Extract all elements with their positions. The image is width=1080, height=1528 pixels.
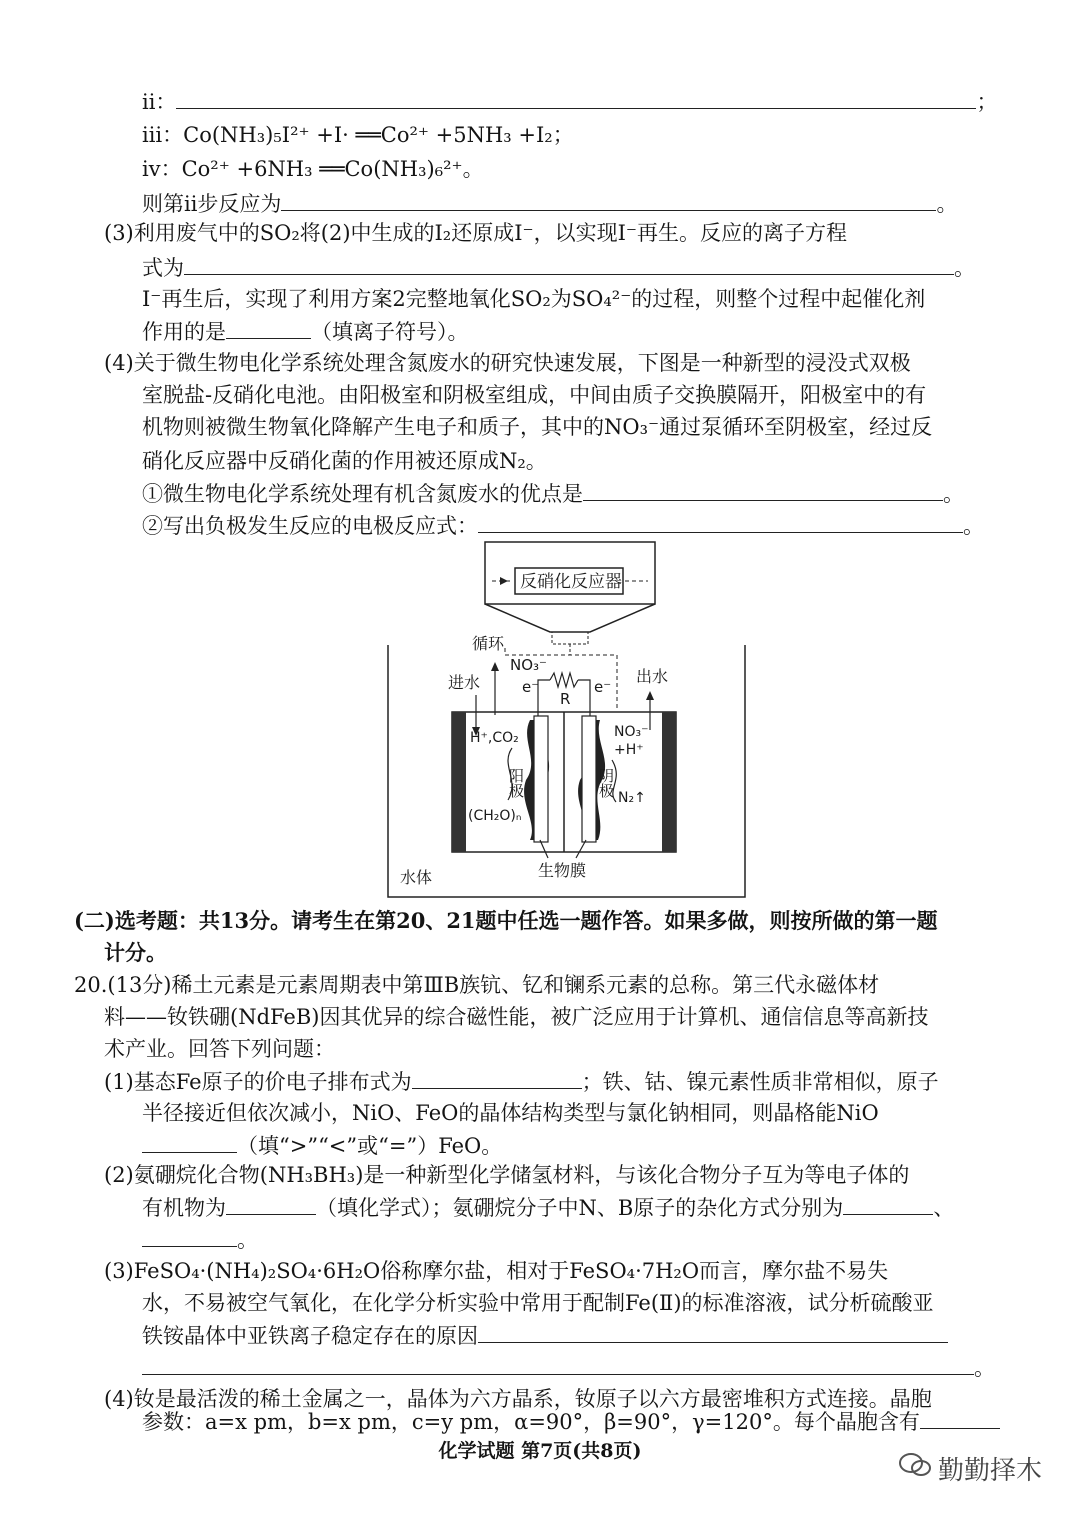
q20-line3: 术产业。回答下列问题：: [104, 1037, 335, 1061]
pump: [552, 632, 588, 644]
biofilm-pointer-left: [540, 840, 548, 858]
comma: 、: [933, 1196, 955, 1220]
q20-3-line4: [142, 1352, 995, 1383]
q20-1-line2: 半径接近但依次减小，NiO、FeO的晶体结构类型与氯化钠相同，则晶格能NiO: [142, 1101, 879, 1125]
cathode-electrode: [582, 716, 596, 842]
question-text: 有机物为: [142, 1196, 226, 1220]
question-text: 则第ⅱ步反应为: [142, 192, 282, 216]
question-text: （填化学式）；氨硼烷分子中N、B原子的杂化方式分别为: [316, 1196, 844, 1220]
question-text: ；铁、钴、镍元素性质非常相似，原子: [581, 1070, 939, 1094]
anode-electrode: [534, 716, 548, 842]
q20-line1: 20.(13分)稀土元素是元素周期表中第ⅢB族钪、钇和镧系元素的总称。第三代永磁体材: [74, 973, 880, 997]
answer-blank[interactable]: [176, 86, 976, 109]
left-wall: [452, 712, 466, 852]
answer-blank[interactable]: [142, 1130, 237, 1153]
q3-line1: (3)利用废气中的SO₂将(2)中生成的I₂还原成I⁻，以实现I⁻再生。反应的离子方程: [104, 221, 847, 245]
answer-blank[interactable]: [843, 1192, 933, 1215]
water-tank: [388, 645, 745, 897]
question-text: 式为: [142, 256, 184, 280]
q20-1-line1: [104, 1066, 939, 1097]
question-text: （填离子符号）。: [311, 320, 469, 344]
answer-blank[interactable]: [412, 1066, 582, 1089]
no3-top-label: NO₃⁻: [510, 656, 547, 674]
page-footer: 化学试题 第7页(共8页): [438, 1440, 642, 1462]
biofilm-pointer-right: [576, 840, 586, 858]
question-text: 作用的是: [142, 320, 226, 344]
q4-line1: (4)关于微生物电化学系统处理含氮废水的研究快速发展，下图是一种新型的浸没式双极: [104, 351, 911, 375]
q20-4-line1: (4)钕是最活泼的稀土金属之一，晶体为六方晶系，钕原子以六方最密堆积方式连接。晶胞: [104, 1387, 932, 1411]
period: 。: [936, 192, 958, 216]
q20-2-line2: [142, 1192, 954, 1223]
biofilm-label: 生物膜: [538, 861, 587, 880]
electron-left-label: e⁻: [522, 678, 540, 696]
organic-label: (CH₂O)ₙ: [468, 808, 522, 824]
question-text: ②写出负极发生反应的电极反应式：: [142, 514, 478, 538]
q20-line2: 料——钕铁硼(NdFeB)因其优异的综合磁性能，被广泛应用于计算机、通信信息等高新技: [104, 1005, 929, 1029]
resistor-zigzag: [550, 673, 578, 687]
q4-line3: 机物则被微生物氧化降解产生电子和质子，其中的NO₃⁻通过泵循环至阴极室，经过反: [142, 415, 933, 439]
q20-3-line3: [142, 1320, 948, 1351]
q3-line4: [142, 316, 469, 347]
answer-blank[interactable]: [478, 1320, 948, 1343]
step-iii-equation: ⅲ：Co(NH₃)₅I²⁺ +I· ══Co²⁺ +5NH₃ +I₂；: [142, 123, 574, 147]
question-text: 铁铵晶体中亚铁离子稳定存在的原因: [142, 1324, 478, 1348]
question-text: ①微生物电化学系统处理有机含氮废水的优点是: [142, 482, 583, 506]
answer-blank[interactable]: [583, 478, 943, 501]
question-text: (1)基态Fe原子的价电子排布式为: [104, 1070, 412, 1094]
answer-blank[interactable]: [920, 1406, 1000, 1429]
step-ii-question: [142, 188, 957, 219]
q20-3-line1: (3)FeSO₄·(NH₄)₂SO₄·6H₂O俗称摩尔盐，相对于FeSO₄·7H₂O而言，摩尔盐不易失: [104, 1259, 889, 1283]
section-two-heading-cont: 计分。: [104, 940, 167, 965]
hopper-funnel: [485, 604, 655, 632]
anode-products-label: H⁺,CO₂: [470, 730, 519, 746]
q20-2-line3: [142, 1224, 258, 1255]
period: 。: [237, 1228, 258, 1252]
step-ii-line: [142, 86, 997, 117]
q20-4-line2: [142, 1406, 1000, 1437]
q20-1-line3: [142, 1130, 502, 1161]
right-wall: [662, 712, 676, 852]
cathode-h-label: +H⁺: [614, 742, 644, 758]
arrow-head: [646, 691, 654, 700]
cycle-label: 循环: [472, 634, 505, 653]
answer-blank[interactable]: [478, 510, 963, 533]
period: 。: [943, 482, 964, 506]
q20-2-line1: (2)氨硼烷化合物(NH₃BH₃)是一种新型化学储氢材料，与该化合物分子互为等电子体的: [104, 1163, 910, 1187]
period: 。: [954, 256, 975, 280]
n2-label: N₂↑: [618, 790, 646, 806]
outlet-label: 出水: [636, 667, 669, 686]
q20-3-line2: 水，不易被空气氧化，在化学分析实验中常用于配制Fe(Ⅱ)的标准溶液，试分析硫酸亚: [142, 1291, 934, 1315]
q4-line2: 室脱盐-反硝化电池。由阳极室和阴极室组成，中间由质子交换膜隔开，阳极室中的有: [142, 383, 927, 407]
q4-line4: 硝化反应器中反硝化菌的作用被还原成N₂。: [142, 449, 547, 473]
reactor-label: 反硝化反应器: [520, 572, 622, 592]
answer-blank[interactable]: [184, 252, 954, 275]
wechat-icon: [898, 1452, 932, 1478]
water-label: 水体: [400, 868, 433, 887]
watermark-text: 勤勤择木: [938, 1456, 1043, 1486]
step-iv-equation: ⅳ：Co²⁺ +6NH₃ ══Co(NH₃)₆²⁺。: [142, 157, 484, 181]
q4-sub2: [142, 510, 984, 541]
step-ii-label: ⅱ：: [142, 90, 177, 114]
q3-line3: I⁻再生后，实现了利用方案2完整地氧化SO₂为SO₄²⁻的过程，则整个过程中起催化剂: [142, 287, 926, 311]
cathode-label: 阴极: [597, 768, 615, 798]
answer-blank[interactable]: [281, 188, 936, 211]
q3-line2: [142, 252, 975, 283]
anode-label: 阳极: [507, 768, 525, 798]
answer-blank[interactable]: [142, 1352, 974, 1375]
inlet-label: 进水: [448, 673, 481, 692]
period: 。: [974, 1356, 995, 1380]
answer-blank[interactable]: [226, 316, 311, 339]
arrow-head: [500, 577, 508, 585]
answer-blank[interactable]: [142, 1224, 237, 1247]
cell-diagram: [380, 540, 760, 900]
resistor-label: R: [560, 690, 571, 708]
q4-sub1: [142, 478, 964, 509]
question-text: 参数：a=x pm，b=x pm，c=y pm，α=90°，β=90°，γ=120°。每个晶胞含有: [142, 1410, 920, 1434]
semicolon: ；: [976, 90, 998, 114]
question-text: （填“>”“<”或“=”）FeO。: [237, 1134, 503, 1158]
cathode-no3-label: NO₃⁻: [614, 724, 649, 740]
section-two-heading: (二)选考题：共13分。请考生在第20、21题中任选一题作答。如果多做，则按所做的第一题: [74, 908, 938, 933]
arrow-head: [491, 662, 499, 671]
period: 。: [963, 514, 984, 538]
answer-blank[interactable]: [226, 1192, 316, 1215]
electron-right-label: e⁻: [594, 678, 612, 696]
